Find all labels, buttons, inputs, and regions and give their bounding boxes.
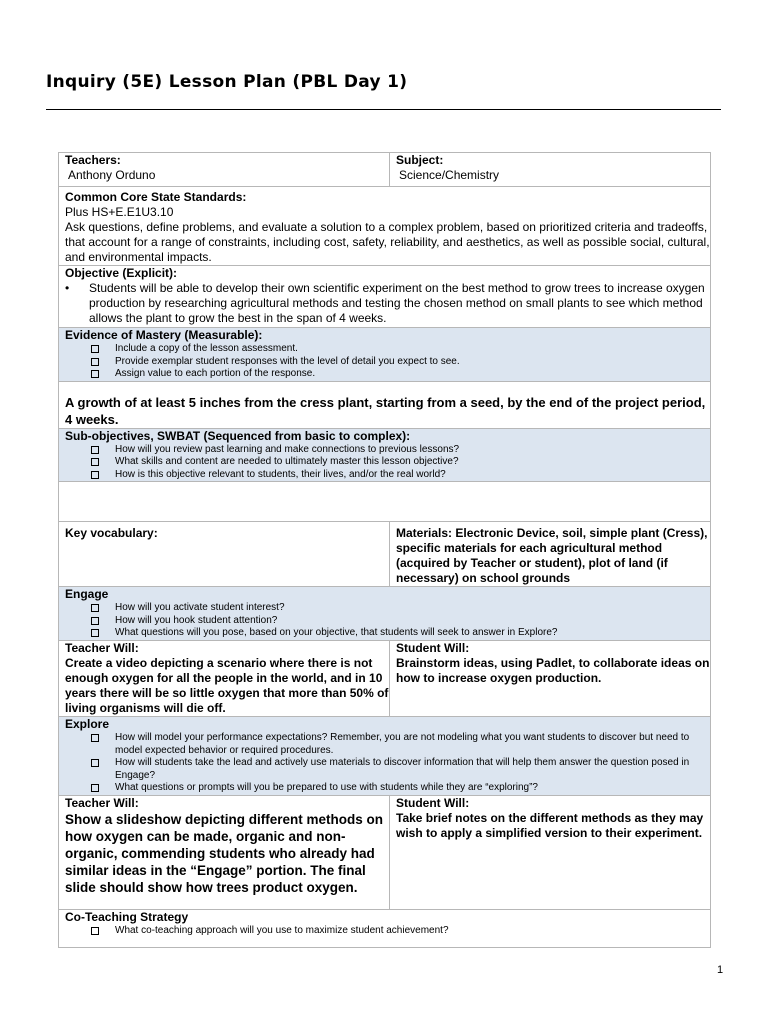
explore-student-label: Student Will: (396, 795, 470, 810)
subject-value: Science/Chemistry (399, 168, 500, 182)
page-number: 1 (717, 964, 724, 976)
blank-cell (59, 482, 711, 522)
vocab-cell (59, 522, 390, 587)
mastery-statement-row (59, 381, 711, 428)
subobjectives-checklist (65, 444, 710, 482)
checkbox-icon (91, 629, 99, 637)
engage-teacher-cell (59, 641, 390, 717)
checkbox-icon (91, 784, 99, 792)
checkbox-icon (91, 734, 99, 742)
checkbox-icon (91, 446, 99, 454)
coteaching-checklist (65, 925, 710, 938)
explore-row (59, 717, 711, 796)
standards-code: Plus HS+E.E1U3.10 (65, 205, 174, 219)
objective-bullet-item (65, 281, 710, 326)
engage-label: Engage (65, 587, 109, 601)
subject-label: Subject: (396, 153, 444, 167)
explore-teacher-cell (59, 795, 390, 909)
checkbox-icon (91, 927, 99, 935)
standards-cell (59, 187, 711, 266)
mastery-statement: A growth of at least 5 inches from the cress plant, starting from a seed, by the end of the project period, 4 weeks. (65, 394, 706, 427)
engage-student-label: Student Will: (396, 641, 470, 655)
objective-label: Objective (Explicit): (65, 266, 178, 280)
title-rule (46, 109, 721, 110)
checklist-item: How will you review past learning and make connections to previous lessons? (89, 444, 710, 457)
engage-student-cell (390, 641, 711, 717)
evidence-checklist (65, 343, 710, 381)
explore-cell (59, 717, 711, 796)
checklist-item: Include a copy of the lesson assessment. (89, 343, 710, 356)
explore-will-row (59, 795, 711, 909)
engage-will-row (59, 641, 711, 717)
materials-text: Materials: Electronic Device, soil, simple plant (Cress), specific materials for each agricultural method (acquired by Teacher or student), plot of land (if necessary) on school grounds (396, 526, 708, 585)
checklist-item: How will you hook student attention? (89, 615, 710, 628)
engage-teacher-label: Teacher Will: (65, 641, 139, 655)
teachers-label: Teachers: (65, 153, 121, 167)
evidence-label: Evidence of Mastery (Measurable): (65, 328, 263, 342)
blank-row (59, 482, 711, 522)
standards-label: Common Core State Standards: (65, 190, 247, 204)
teachers-value: Anthony Orduno (68, 168, 156, 182)
checklist-item: What skills and content are needed to ultimately master this lesson objective? (89, 456, 710, 469)
explore-checklist (65, 732, 710, 795)
vocab-label: Key vocabulary: (65, 526, 158, 540)
checkbox-icon (91, 604, 99, 612)
coteaching-row (59, 909, 711, 947)
engage-teacher-text: Create a video depicting a scenario where there is not enough oxygen for all the people in the world, and in 10 years there will be so little oxygen that more than 50% of living organisms will die off. (65, 656, 389, 715)
explore-student-text: Take brief notes on the different methods as they may wish to apply a simplified version to their experiment. (396, 810, 704, 840)
subobjectives-row (59, 428, 711, 482)
lesson-plan-table (58, 152, 711, 948)
teacher-subject-row (59, 153, 711, 187)
teachers-cell (59, 153, 390, 187)
engage-row (59, 587, 711, 641)
checkbox-icon (91, 458, 99, 466)
checklist-item: How will model your performance expectations? Remember, you are not modeling what you want students to discover but need to model expected behavior or required procedures. (89, 732, 710, 757)
standards-text: Ask questions, define problems, and evaluate a solution to a complex problem, based on prioritized criteria and tradeoffs, that account for a range of constraints, including cost, safety, reliability, and aesthetics, as well as possible social, cultural, and environmental impacts. (65, 220, 710, 264)
vocab-materials-row (59, 522, 711, 587)
checklist-item: What questions will you pose, based on your objective, that students will seek to answer in Explore? (89, 627, 710, 640)
standards-row (59, 187, 711, 266)
explore-student-cell (390, 795, 711, 909)
checklist-item: Assign value to each portion of the response. (89, 368, 710, 381)
subobjectives-label: Sub-objectives, SWBAT (Sequenced from basic to complex): (65, 428, 411, 443)
mastery-statement-cell (59, 381, 711, 428)
engage-student-text: Brainstorm ideas, using Padlet, to collaborate ideas on how to increase oxygen production. (396, 656, 710, 685)
explore-teacher-label: Teacher Will: (65, 795, 139, 810)
bullet-icon: • (65, 281, 70, 295)
evidence-cell (59, 328, 711, 382)
document-title: Inquiry (5E) Lesson Plan (PBL Day 1) (46, 72, 408, 92)
checklist-item: What questions or prompts will you be prepared to use with students while they are “exploring”? (89, 782, 710, 795)
checklist-item: Provide exemplar student responses with the level of detail you expect to see. (89, 356, 710, 369)
checklist-item: How will students take the lead and actively use materials to discover information that will help them answer the question posed in Engage? (89, 757, 710, 782)
checkbox-icon (91, 370, 99, 378)
checklist-item: How will you activate student interest? (89, 602, 710, 615)
checkbox-icon (91, 759, 99, 767)
engage-checklist (65, 602, 710, 640)
checkbox-icon (91, 617, 99, 625)
subject-cell (390, 153, 711, 187)
checklist-item: How is this objective relevant to students, their lives, and/or the real world? (89, 469, 710, 482)
coteaching-cell (59, 909, 711, 947)
checkbox-icon (91, 358, 99, 366)
objective-cell (59, 266, 711, 328)
checkbox-icon (91, 345, 99, 353)
explore-teacher-text: Show a slideshow depicting different methods on how oxygen can be made, organic and non-organic, commending students who already had similar ideas in the “Engage” portion. The final slide should show how trees product oxygen. (65, 811, 384, 895)
evidence-row (59, 328, 711, 382)
checkbox-icon (91, 471, 99, 479)
checklist-item: What co-teaching approach will you use to maximize student achievement? (89, 925, 710, 938)
engage-cell (59, 587, 711, 641)
materials-cell (390, 522, 711, 587)
explore-label: Explore (65, 717, 110, 731)
coteaching-label: Co-Teaching Strategy (65, 909, 189, 924)
objective-row (59, 266, 711, 328)
objective-text: Students will be able to develop their own scientific experiment on the best method to grow trees to increase oxygen production by researching agricultural methods and testing the chosen method on small plants to see which method allows the plant to grow the best in the span of 4 weeks. (89, 281, 705, 325)
subobjectives-cell (59, 428, 711, 482)
